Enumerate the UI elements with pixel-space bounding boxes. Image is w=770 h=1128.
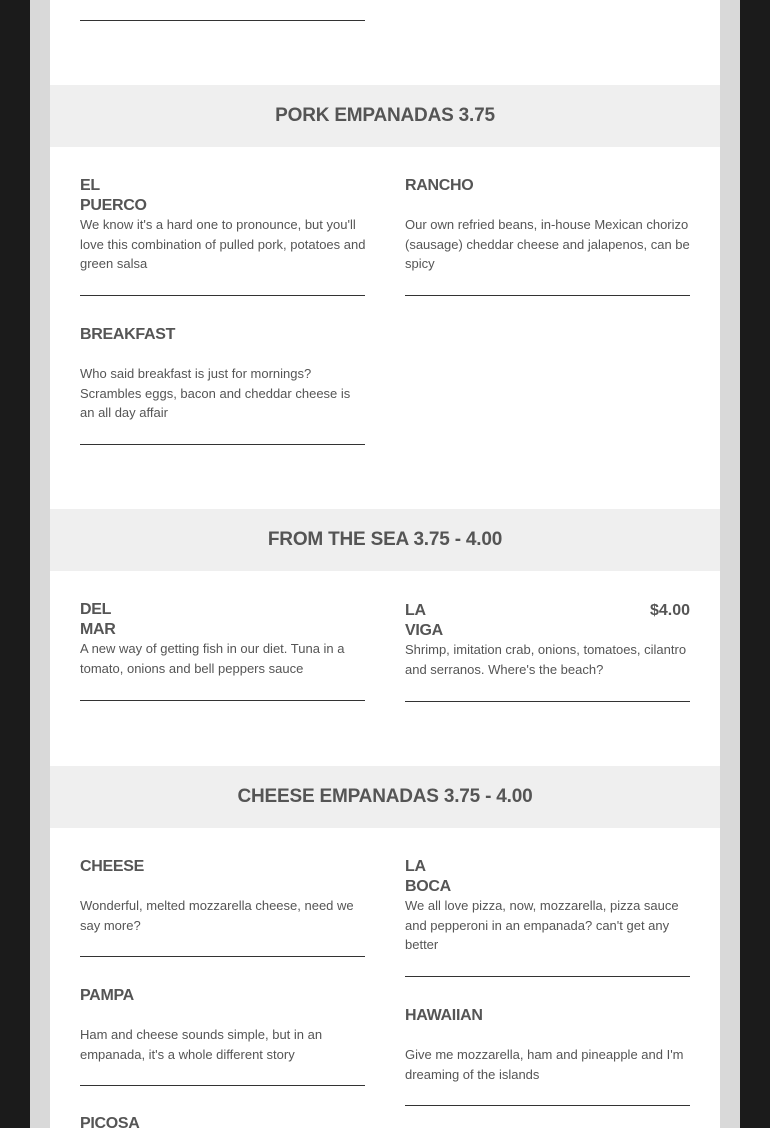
item-divider [80,700,365,701]
item-title: BREAKFAST [80,326,176,343]
item-divider [80,20,365,21]
item-description: Our own refried beans, in-house Mexican chorizo (sausage) cheddar cheese and jalapenos, can be spicy [405,217,690,272]
item-description: A new way of getting fish in our diet. Tuna in a tomato, onions and bell peppers sauce [80,641,345,676]
item-title: DEL MAR [80,601,116,638]
item-divider [405,701,690,702]
item-title: RANCHO [405,177,474,194]
item-divider [405,976,690,977]
section-header-pork: PORK EMPANADAS 3.75 [50,85,720,147]
item-divider [80,956,365,957]
item-description: Shrimp, imitation crab, onions, tomatoes, cilantro and serranos. Where's the beach? [405,642,687,677]
item-title: PAMPA [80,987,134,1004]
item-divider [405,1105,690,1106]
section-header-cheese: CHEESE EMPANADAS 3.75 - 4.00 [50,766,720,828]
item-divider [80,1085,365,1086]
item-price: $4.00 [649,602,690,619]
item-title: LA BOCA [405,858,451,895]
item-description: Wonderful, melted mozzarella cheese, need we say more? [80,898,354,933]
item-description: We know it's a hard one to pronounce, but you'll love this combination of pulled pork, potatoes and green salsa [80,217,366,272]
item-title: LA VIGA [405,602,443,639]
item-title: EL PUERCO [80,177,147,214]
item-description: Who said breakfast is just for mornings? Scrambles eggs, bacon and cheddar cheese is an all day affair [80,366,351,421]
item-description: Give me mozzarella, ham and pineapple and I'm dreaming of the islands [405,1047,684,1082]
item-divider [80,295,365,296]
item-title: HAWAIIAN [405,1007,483,1024]
item-divider [405,295,690,296]
item-title: PICOSA [80,1115,140,1128]
menu-page [50,0,720,1128]
item-divider [80,444,365,445]
item-description: We all love pizza, now, mozzarella, pizza sauce and pepperoni in an empanada? can't get any better [405,898,679,953]
item-title: CHEESE [80,858,144,875]
item-description: Ham and cheese sounds simple, but in an empanada, it's a whole different story [80,1027,323,1062]
section-header-sea: FROM THE SEA 3.75 - 4.00 [50,509,720,571]
